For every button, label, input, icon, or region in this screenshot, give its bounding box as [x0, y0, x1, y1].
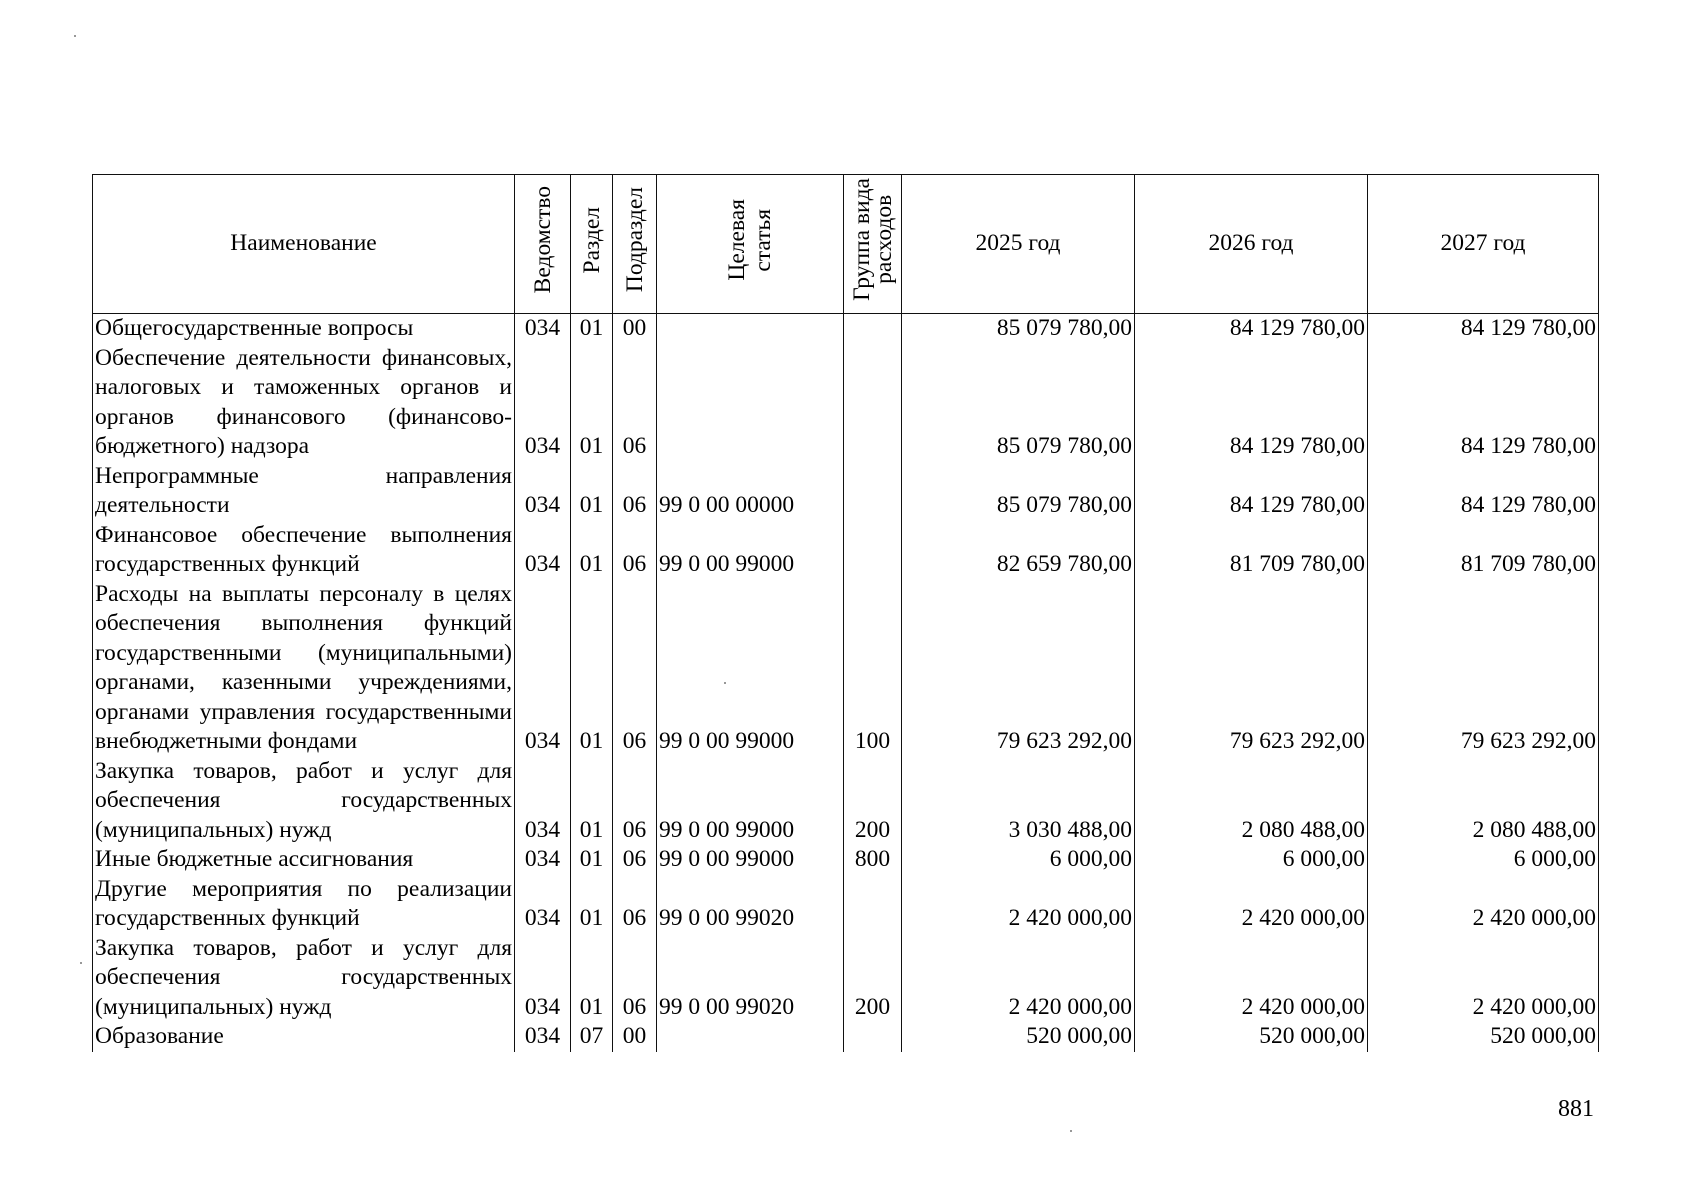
cell-target-article: 99 0 00 99000	[657, 580, 844, 757]
cell-name: Финансовое обеспечение выполнения государственных функций	[93, 521, 515, 580]
cell-expense-group: 800	[844, 845, 902, 875]
cell-2027: 2 420 000,00	[1368, 934, 1599, 1023]
page-number: 881	[1558, 1096, 1594, 1122]
cell-dept: 034	[515, 934, 571, 1023]
cell-2026: 84 129 780,00	[1135, 344, 1368, 462]
cell-2027: 81 709 780,00	[1368, 521, 1599, 580]
scan-speck	[724, 682, 726, 684]
cell-target-article: 99 0 00 00000	[657, 462, 844, 521]
cell-dept: 034	[515, 344, 571, 462]
cell-2025: 85 079 780,00	[902, 462, 1135, 521]
cell-2027: 2 420 000,00	[1368, 875, 1599, 934]
cell-2027: 2 080 488,00	[1368, 757, 1599, 846]
cell-name: Закупка товаров, работ и услуг для обеспечения государственных (муниципальных) нужд	[93, 934, 515, 1023]
cell-name: Общегосударственные вопросы	[93, 314, 515, 344]
cell-target-article	[657, 344, 844, 462]
cell-subsection: 06	[613, 344, 657, 462]
header-2027: 2027 год	[1368, 175, 1599, 314]
cell-target-article: 99 0 00 99000	[657, 521, 844, 580]
header-dept: Ведомство	[515, 175, 571, 314]
cell-subsection: 00	[613, 1022, 657, 1052]
cell-2025: 6 000,00	[902, 845, 1135, 875]
cell-2026: 2 420 000,00	[1135, 875, 1368, 934]
header-section: Раздел	[571, 175, 613, 314]
cell-name: Непрограммные направления деятельности	[93, 462, 515, 521]
cell-2026: 84 129 780,00	[1135, 314, 1368, 344]
header-expense-group: Группа вида расходов	[844, 175, 902, 314]
cell-2025: 520 000,00	[902, 1022, 1135, 1052]
cell-subsection: 06	[613, 934, 657, 1023]
cell-expense-group	[844, 344, 902, 462]
table-row	[93, 845, 1599, 875]
cell-dept: 034	[515, 521, 571, 580]
cell-2027: 6 000,00	[1368, 845, 1599, 875]
cell-2026: 79 623 292,00	[1135, 580, 1368, 757]
cell-dept: 034	[515, 314, 571, 344]
cell-dept: 034	[515, 875, 571, 934]
table-row	[93, 934, 1599, 1023]
cell-section: 01	[571, 521, 613, 580]
cell-subsection: 06	[613, 845, 657, 875]
table-row	[93, 875, 1599, 934]
cell-subsection: 06	[613, 757, 657, 846]
cell-2025: 82 659 780,00	[902, 521, 1135, 580]
cell-2025: 3 030 488,00	[902, 757, 1135, 846]
cell-2026: 2 420 000,00	[1135, 934, 1368, 1023]
cell-2026: 84 129 780,00	[1135, 462, 1368, 521]
cell-2027: 84 129 780,00	[1368, 462, 1599, 521]
header-2025: 2025 год	[902, 175, 1135, 314]
scan-speck	[80, 962, 82, 964]
cell-dept: 034	[515, 580, 571, 757]
table-row	[93, 344, 1599, 462]
cell-target-article: 99 0 00 99020	[657, 875, 844, 934]
header-target-article: Целевая статья	[657, 175, 844, 314]
table-header-row	[93, 175, 1599, 314]
cell-dept: 034	[515, 757, 571, 846]
cell-section: 01	[571, 875, 613, 934]
table-row	[93, 757, 1599, 846]
header-subsection: Подраздел	[613, 175, 657, 314]
cell-target-article: 99 0 00 99000	[657, 845, 844, 875]
cell-2025: 85 079 780,00	[902, 314, 1135, 344]
cell-2025: 85 079 780,00	[902, 344, 1135, 462]
cell-name: Иные бюджетные ассигнования	[93, 845, 515, 875]
cell-expense-group: 200	[844, 934, 902, 1023]
cell-2025: 2 420 000,00	[902, 875, 1135, 934]
cell-section: 01	[571, 344, 613, 462]
cell-target-article	[657, 1022, 844, 1052]
scan-speck	[74, 35, 76, 37]
table-row	[93, 314, 1599, 344]
cell-section: 01	[571, 462, 613, 521]
cell-target-article	[657, 314, 844, 344]
cell-expense-group	[844, 1022, 902, 1052]
table-body	[93, 314, 1599, 1052]
table-row	[93, 580, 1599, 757]
cell-subsection: 06	[613, 875, 657, 934]
cell-dept: 034	[515, 845, 571, 875]
cell-name: Обеспечение деятельности финансовых, налоговых и таможенных органов и органов финансового (финансово-бюджетного) надзора	[93, 344, 515, 462]
header-name: Наименование	[93, 175, 515, 314]
cell-name: Другие мероприятия по реализации государственных функций	[93, 875, 515, 934]
table-row	[93, 521, 1599, 580]
cell-section: 01	[571, 580, 613, 757]
cell-2026: 6 000,00	[1135, 845, 1368, 875]
cell-2027: 520 000,00	[1368, 1022, 1599, 1052]
cell-section: 01	[571, 845, 613, 875]
cell-2027: 79 623 292,00	[1368, 580, 1599, 757]
cell-subsection: 06	[613, 580, 657, 757]
cell-expense-group	[844, 875, 902, 934]
cell-name: Закупка товаров, работ и услуг для обеспечения государственных (муниципальных) нужд	[93, 757, 515, 846]
budget-table	[92, 174, 1599, 1052]
cell-expense-group: 200	[844, 757, 902, 846]
table-row	[93, 462, 1599, 521]
cell-target-article: 99 0 00 99020	[657, 934, 844, 1023]
cell-2026: 520 000,00	[1135, 1022, 1368, 1052]
cell-subsection: 06	[613, 462, 657, 521]
cell-dept: 034	[515, 462, 571, 521]
cell-name: Образование	[93, 1022, 515, 1052]
cell-name: Расходы на выплаты персоналу в целях обеспечения выполнения функций государственными (муниципальными) органами, казенными учреждениями, органами управления государственными внебюджетными фондами	[93, 580, 515, 757]
cell-subsection: 00	[613, 314, 657, 344]
cell-expense-group	[844, 521, 902, 580]
cell-section: 01	[571, 314, 613, 344]
cell-section: 01	[571, 934, 613, 1023]
scan-speck	[1070, 1130, 1072, 1132]
cell-expense-group	[844, 462, 902, 521]
cell-2025: 79 623 292,00	[902, 580, 1135, 757]
cell-subsection: 06	[613, 521, 657, 580]
table-row	[93, 1022, 1599, 1052]
cell-2026: 81 709 780,00	[1135, 521, 1368, 580]
cell-expense-group	[844, 314, 902, 344]
cell-section: 07	[571, 1022, 613, 1052]
header-2026: 2026 год	[1135, 175, 1368, 314]
cell-2026: 2 080 488,00	[1135, 757, 1368, 846]
cell-dept: 034	[515, 1022, 571, 1052]
cell-target-article: 99 0 00 99000	[657, 757, 844, 846]
cell-2025: 2 420 000,00	[902, 934, 1135, 1023]
cell-2027: 84 129 780,00	[1368, 314, 1599, 344]
cell-expense-group: 100	[844, 580, 902, 757]
cell-2027: 84 129 780,00	[1368, 344, 1599, 462]
cell-section: 01	[571, 757, 613, 846]
